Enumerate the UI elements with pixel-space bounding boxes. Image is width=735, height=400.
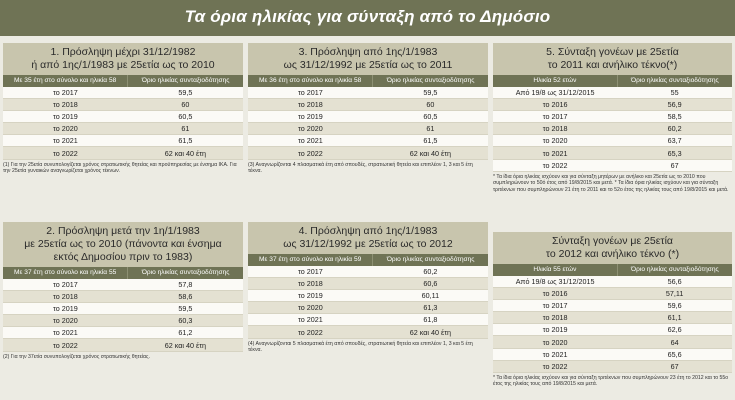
table-row bbox=[493, 312, 732, 324]
table-row bbox=[3, 87, 243, 99]
age-table bbox=[493, 264, 732, 373]
table-row bbox=[3, 303, 243, 315]
table-row bbox=[3, 339, 243, 351]
card-heading-line: 4. Πρόσληψη από 1ης/1/1983 bbox=[298, 225, 438, 237]
table-row bbox=[3, 135, 243, 147]
age-cell: 62 και 40 έτη bbox=[128, 339, 243, 351]
table-row bbox=[248, 87, 488, 99]
table-row bbox=[248, 123, 488, 135]
card-heading bbox=[3, 43, 243, 75]
footnote: * Τα ίδια όρια ηλικίας ισχύουν και για σύνταξη τριτέκνων που συμπληρώνουν 23 έτη το 2012 και το 55ο έτος της ηλικίας τους από 19/8/2015 και μετά. bbox=[493, 374, 729, 388]
year-cell: το 2019 bbox=[3, 303, 128, 315]
table-row bbox=[3, 315, 243, 327]
age-cell: 64 bbox=[617, 336, 732, 348]
card-heading-line: Σύνταξη γονέων με 25ετία bbox=[552, 235, 673, 247]
card-heading-line: εκτός Δημοσίου πριν το 1983) bbox=[53, 251, 193, 263]
card-heading bbox=[248, 222, 488, 254]
age-cell: 67 bbox=[617, 159, 732, 171]
age-cell: 60,6 bbox=[373, 278, 488, 290]
year-cell: Από 19/8 ως 31/12/2015 bbox=[493, 87, 617, 99]
table-row bbox=[3, 99, 243, 111]
age-table bbox=[248, 254, 488, 339]
age-cell: 59,5 bbox=[128, 303, 243, 315]
footnote: (4) Αναγνωρίζονται 5 πλασματικά έτη από σπουδές, στρατιωτική θητεία και επιπλέον 1, 3 και 5 έτη τέκνα. bbox=[248, 340, 473, 354]
card-2 bbox=[3, 222, 243, 360]
year-cell: το 2017 bbox=[493, 300, 617, 312]
title-banner bbox=[0, 0, 735, 36]
age-cell: 58,6 bbox=[128, 291, 243, 303]
year-cell: το 2022 bbox=[248, 326, 373, 338]
table-row bbox=[3, 327, 243, 339]
card-3 bbox=[248, 43, 488, 175]
year-cell: το 2021 bbox=[493, 348, 617, 360]
footnote: (1) Για την 25ετία συνυπολογίζεται χρόνος στρατιωτικής θητείας και προϋπηρεσίας με ένσημα ΙΚΑ. Για την 25ετία γυναικών αναγνωρίζεται χρόνος τέκνων. bbox=[3, 161, 237, 175]
card-5 bbox=[493, 43, 732, 193]
age-cell: 62 και 40 έτη bbox=[373, 326, 488, 338]
age-cell: 60,5 bbox=[128, 111, 243, 123]
age-cell: 59,5 bbox=[373, 87, 488, 99]
age-table bbox=[248, 75, 488, 160]
footnote: * Τα ίδια όρια ηλικίας ισχύουν και για σύνταξη μητέρων με ανήλικο και 25ετία ως το 2010 που συμπληρώνουν το 50ό έτος από 19/8/2015 και μετά. * Τα ίδια όρια ηλικίας ισχύουν και για σύνταξη τριτέκνων που συμπληρώνουν 21 έτη το 2011 και το 52ο έτος της ηλικίας τους από 19/8/2015 και μετά. bbox=[493, 173, 729, 193]
year-cell: Από 19/8 ως 31/12/2015 bbox=[493, 276, 617, 288]
table-row bbox=[493, 348, 732, 360]
column-header: Με 36 έτη στο σύνολο και ηλικία 58 bbox=[248, 75, 373, 87]
table-row bbox=[493, 336, 732, 348]
footnote: (3) Αναγνωρίζονται 4 πλασματικά έτη από σπουδές, στρατιωτική θητεία και επιπλέον 1, 3 και 5 έτη τέκνα. bbox=[248, 161, 473, 175]
year-cell: το 2018 bbox=[3, 99, 128, 111]
age-table bbox=[3, 267, 243, 352]
table-row bbox=[493, 135, 732, 147]
column-header: Όριο ηλικίας συνταξιοδότησης bbox=[617, 264, 732, 276]
table-row bbox=[248, 111, 488, 123]
age-cell: 59,5 bbox=[128, 87, 243, 99]
year-cell: το 2021 bbox=[248, 135, 373, 147]
age-cell: 65,3 bbox=[617, 147, 732, 159]
age-cell: 59,6 bbox=[617, 300, 732, 312]
table-row bbox=[493, 123, 732, 135]
column-header: Όριο ηλικίας συνταξιοδότησης bbox=[373, 75, 488, 87]
card-heading bbox=[248, 43, 488, 75]
table-row bbox=[493, 147, 732, 159]
year-cell: το 2019 bbox=[248, 290, 373, 302]
column-header: Όριο ηλικίας συνταξιοδότησης bbox=[128, 267, 243, 279]
page-title: Τα όρια ηλικίας για σύνταξη από το Δημόσιο bbox=[184, 7, 551, 26]
table-row bbox=[248, 314, 488, 326]
age-cell: 56,6 bbox=[617, 276, 732, 288]
table-row bbox=[248, 99, 488, 111]
age-cell: 62,6 bbox=[617, 324, 732, 336]
year-cell: το 2019 bbox=[248, 111, 373, 123]
age-cell: 61 bbox=[373, 123, 488, 135]
card-heading-line: ως 31/12/1992 με 25ετία ως το 2011 bbox=[283, 59, 453, 71]
age-cell: 61 bbox=[128, 123, 243, 135]
column-header: Ηλικία 52 ετών bbox=[493, 75, 617, 87]
table-row bbox=[493, 360, 732, 372]
table-row bbox=[248, 290, 488, 302]
age-cell: 63,7 bbox=[617, 135, 732, 147]
year-cell: το 2021 bbox=[493, 147, 617, 159]
year-cell: το 2018 bbox=[3, 291, 128, 303]
card-heading-line: ή από 1ης/1/1983 με 25ετία ως το 2010 bbox=[31, 59, 215, 71]
column-header: Ηλικία 55 ετών bbox=[493, 264, 617, 276]
column-header: Με 37 έτη στο σύνολο και ηλικία 55 bbox=[3, 267, 128, 279]
year-cell: το 2020 bbox=[248, 302, 373, 314]
year-cell: το 2018 bbox=[248, 278, 373, 290]
table-row bbox=[248, 302, 488, 314]
table-row bbox=[3, 123, 243, 135]
year-cell: το 2017 bbox=[493, 111, 617, 123]
table-row bbox=[493, 300, 732, 312]
year-cell: το 2021 bbox=[3, 135, 128, 147]
age-cell: 60,5 bbox=[373, 111, 488, 123]
age-cell: 60,2 bbox=[617, 123, 732, 135]
year-cell: το 2019 bbox=[3, 111, 128, 123]
table-row bbox=[493, 111, 732, 123]
age-cell: 65,6 bbox=[617, 348, 732, 360]
table-row bbox=[3, 147, 243, 159]
card-heading-line: το 2011 και ανήλικο τέκνο(*) bbox=[547, 59, 678, 71]
year-cell: το 2017 bbox=[3, 87, 128, 99]
table-row bbox=[248, 326, 488, 338]
card-heading-line: 1. Πρόσληψη μέχρι 31/12/1982 bbox=[50, 46, 196, 58]
age-cell: 58,5 bbox=[617, 111, 732, 123]
year-cell: το 2020 bbox=[3, 315, 128, 327]
column-header: Όριο ηλικίας συνταξιοδότησης bbox=[617, 75, 732, 87]
card-heading bbox=[493, 232, 732, 264]
table-row bbox=[3, 291, 243, 303]
year-cell: το 2018 bbox=[248, 99, 373, 111]
age-cell: 61,1 bbox=[617, 312, 732, 324]
year-cell: το 2022 bbox=[248, 147, 373, 159]
age-cell: 61,5 bbox=[373, 135, 488, 147]
card-1 bbox=[3, 43, 243, 175]
age-cell: 61,8 bbox=[373, 314, 488, 326]
age-cell: 60 bbox=[373, 99, 488, 111]
card-heading-line: ως 31/12/1992 με 25ετία ως το 2012 bbox=[283, 238, 453, 250]
card-6 bbox=[493, 232, 732, 388]
year-cell: το 2022 bbox=[493, 159, 617, 171]
year-cell: το 2022 bbox=[493, 360, 617, 372]
age-cell: 55 bbox=[617, 87, 732, 99]
year-cell: το 2018 bbox=[493, 312, 617, 324]
table-row bbox=[248, 266, 488, 278]
year-cell: το 2020 bbox=[493, 135, 617, 147]
age-cell: 60,11 bbox=[373, 290, 488, 302]
year-cell: το 2016 bbox=[493, 288, 617, 300]
year-cell: το 2021 bbox=[248, 314, 373, 326]
year-cell: το 2017 bbox=[248, 266, 373, 278]
table-row bbox=[493, 87, 732, 99]
age-cell: 57,11 bbox=[617, 288, 732, 300]
year-cell: το 2022 bbox=[3, 147, 128, 159]
table-row bbox=[493, 99, 732, 111]
card-heading-line: το 2012 και ανήλικο τέκνο (*) bbox=[545, 248, 680, 260]
column-header: Όριο ηλικίας συνταξιοδότησης bbox=[373, 254, 488, 266]
age-cell: 60,2 bbox=[373, 266, 488, 278]
year-cell: το 2018 bbox=[493, 123, 617, 135]
year-cell: το 2022 bbox=[3, 339, 128, 351]
age-cell: 67 bbox=[617, 360, 732, 372]
age-cell: 57,8 bbox=[128, 279, 243, 291]
age-cell: 60 bbox=[128, 99, 243, 111]
year-cell: το 2016 bbox=[493, 99, 617, 111]
card-heading-line: 5. Σύνταξη γονέων με 25ετία bbox=[546, 46, 679, 58]
table-row bbox=[493, 159, 732, 171]
card-heading bbox=[493, 43, 732, 75]
age-cell: 60,3 bbox=[128, 315, 243, 327]
column-header: Με 35 έτη στο σύνολο και ηλικία 58 bbox=[3, 75, 128, 87]
year-cell: το 2017 bbox=[3, 279, 128, 291]
year-cell: το 2020 bbox=[3, 123, 128, 135]
year-cell: το 2020 bbox=[493, 336, 617, 348]
age-cell: 62 και 40 έτη bbox=[128, 147, 243, 159]
age-cell: 61,2 bbox=[128, 327, 243, 339]
year-cell: το 2017 bbox=[248, 87, 373, 99]
year-cell: το 2020 bbox=[248, 123, 373, 135]
year-cell: το 2021 bbox=[3, 327, 128, 339]
age-table bbox=[3, 75, 243, 160]
table-row bbox=[493, 276, 732, 288]
age-cell: 56,9 bbox=[617, 99, 732, 111]
card-heading-line: 2. Πρόσληψη μετά την 1η/1/1983 bbox=[46, 225, 200, 237]
year-cell: το 2019 bbox=[493, 324, 617, 336]
table-row bbox=[493, 324, 732, 336]
table-row bbox=[248, 135, 488, 147]
age-table bbox=[493, 75, 732, 172]
age-cell: 61,3 bbox=[373, 302, 488, 314]
card-heading-line: με 25ετία ως το 2010 (πάνοντα και ένσημα bbox=[24, 238, 222, 250]
table-row bbox=[3, 111, 243, 123]
column-header: Όριο ηλικίας συνταξιοδότησης bbox=[128, 75, 243, 87]
column-header: Με 37 έτη στο σύνολο και ηλικία 59 bbox=[248, 254, 373, 266]
card-4 bbox=[248, 222, 488, 354]
age-cell: 62 και 40 έτη bbox=[373, 147, 488, 159]
footnote: (2) Για την 37ετία συνυπολογίζεται χρόνος στρατιωτικής θητείας. bbox=[3, 353, 150, 360]
card-heading-line: 3. Πρόσληψη από 1ης/1/1983 bbox=[298, 46, 438, 58]
table-row bbox=[3, 279, 243, 291]
table-row bbox=[248, 147, 488, 159]
table-row bbox=[248, 278, 488, 290]
table-row bbox=[493, 288, 732, 300]
age-cell: 61,5 bbox=[128, 135, 243, 147]
card-heading bbox=[3, 222, 243, 267]
